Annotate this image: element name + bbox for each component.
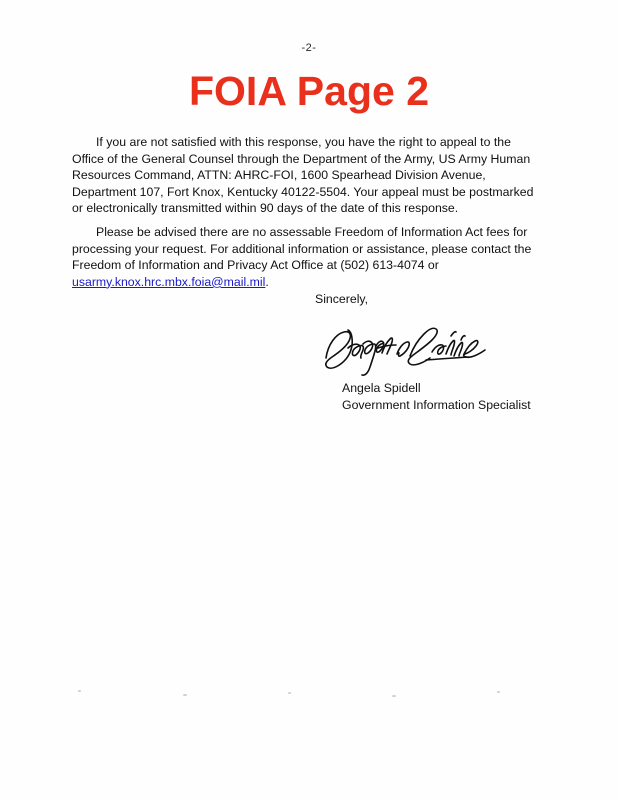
scan-artifact xyxy=(392,695,396,697)
page-number-marker: -2- xyxy=(301,42,317,54)
closing-salutation: Sincerely, xyxy=(315,292,369,306)
paragraph-appeal-rights-text: If you are not satisfied with this response, you have the right to appeal to the Office of the General Counsel through the Department of the Army, US Army Human Resources Command, ATTN: AHRC-FOI, 1600 Spearhead Division Avenue, Department 107, Fort Knox, Kentucky 40122-5504. Your appeal must be postmarked or electronically transmitted within 90 days of the date of this response. xyxy=(72,135,534,216)
paragraph-appeal-rights xyxy=(72,134,546,217)
paragraph-fees-period: . xyxy=(265,274,269,289)
scan-artifact xyxy=(78,690,81,692)
signer-title: Government Information Specialist xyxy=(342,397,531,412)
foia-page-stamp-title: FOIA Page 2 xyxy=(189,68,429,114)
scan-artifact xyxy=(288,692,291,694)
scan-artifact xyxy=(183,694,187,696)
scan-artifact xyxy=(497,691,500,693)
paragraph-fees xyxy=(72,224,546,290)
signature-image xyxy=(318,318,493,380)
signature-block xyxy=(342,380,531,413)
paragraph-fees-text: Please be advised there are no assessable Freedom of Information Act fees for processing your request. For additional information or assistance, please contact the Freedom of Information and Privacy Act Office at (502) 613-4074 or xyxy=(72,225,532,273)
signer-name: Angela Spidell xyxy=(342,381,421,395)
foia-email-link[interactable]: usarmy.knox.hrc.mbx.foia@mail.mil xyxy=(72,274,266,289)
